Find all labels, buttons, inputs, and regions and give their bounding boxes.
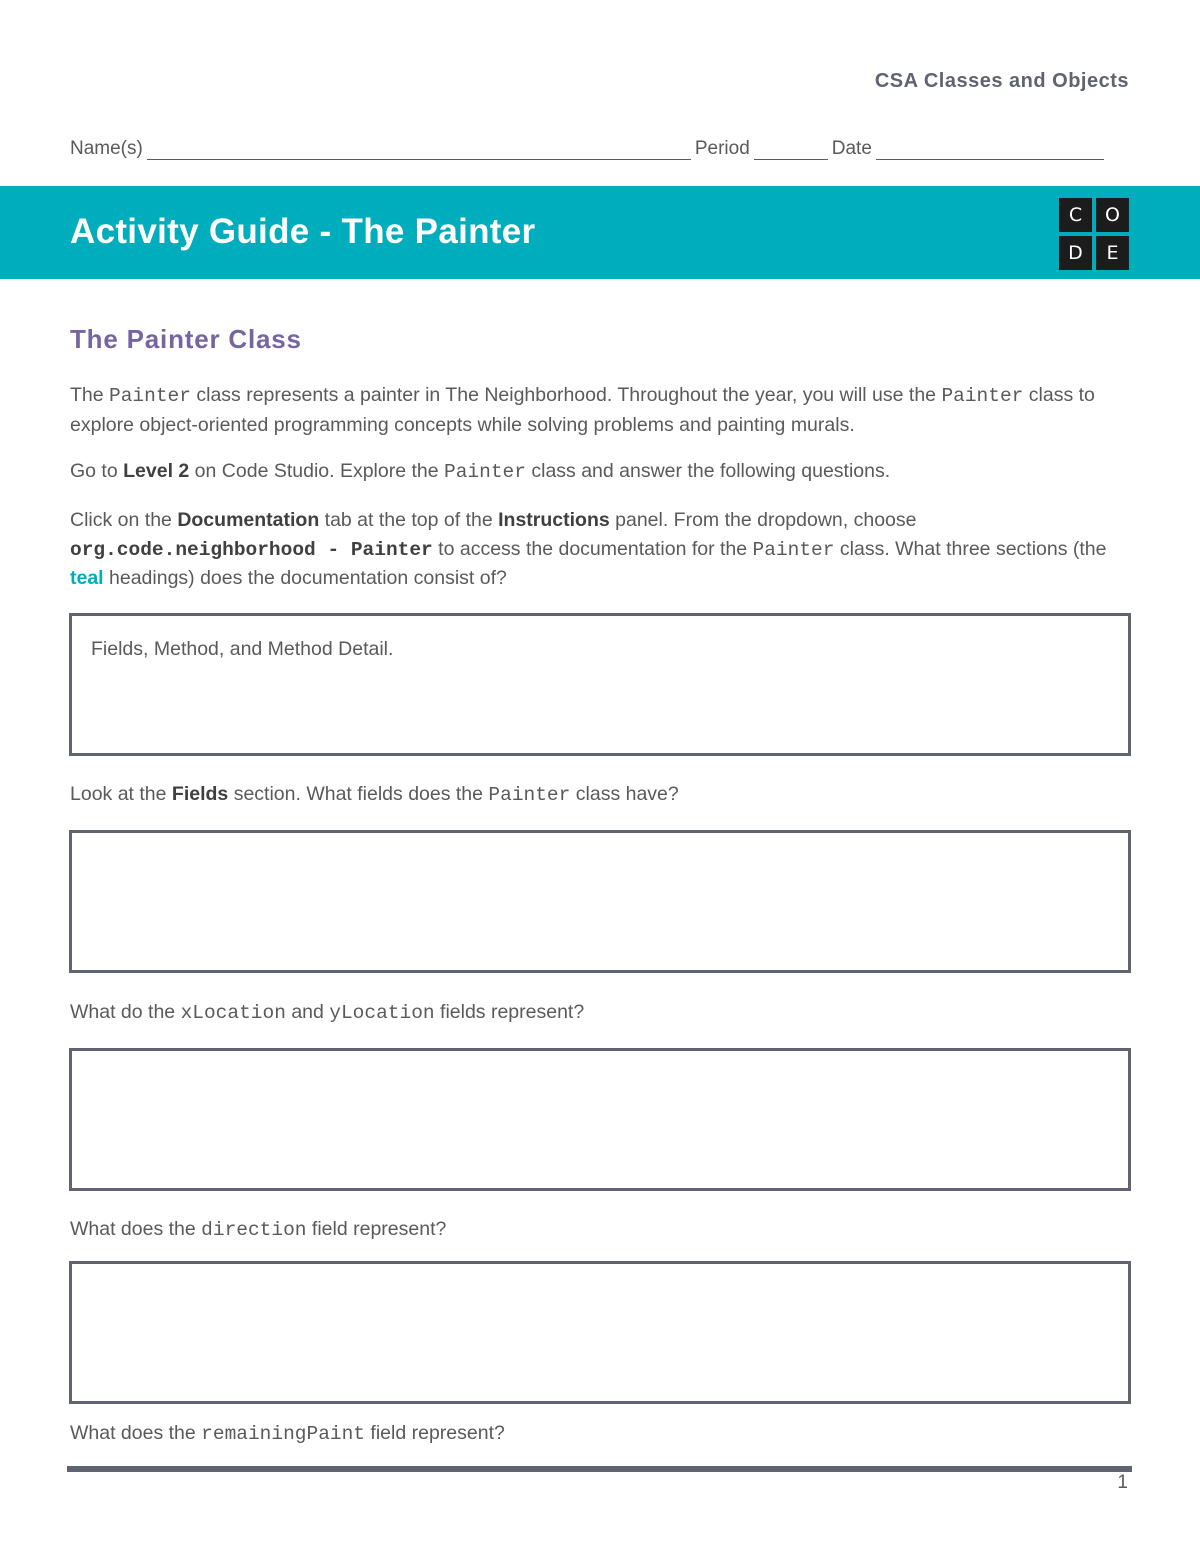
logo-letter-o: O (1096, 198, 1129, 232)
date-field[interactable] (876, 139, 1104, 160)
answer-box-4[interactable] (69, 1261, 1131, 1404)
answer-box-1[interactable] (69, 613, 1131, 756)
question-4: What does the direction field represent? (70, 1218, 447, 1241)
intro-paragraph: The Painter class represents a painter in The Neighborhood. Throughout the year, you will use the Painter class to explore object-oriented programming concepts while solving problems and painting murals. (70, 384, 1095, 436)
logo-letter-c: C (1059, 198, 1092, 232)
code-org-logo (1059, 198, 1129, 270)
logo-letter-d: D (1059, 236, 1092, 270)
question-3: What do the xLocation and yLocation fields represent? (70, 1001, 585, 1024)
instruction-paragraph: Go to Level 2 on Code Studio. Explore the Painter class and answer the following questions. (70, 460, 891, 483)
name-label: Name(s) (70, 138, 143, 159)
logo-letter-e: E (1096, 236, 1129, 270)
answer-box-2[interactable] (69, 830, 1131, 973)
name-period-date-line (70, 138, 1130, 160)
question-2: Look at the Fields section. What fields does the Painter class have? (70, 783, 679, 806)
answer-box-3[interactable] (69, 1048, 1131, 1191)
question-1: Click on the Documentation tab at the top of the Instructions panel. From the dropdown, choose org.code.neighborhood - Painter to access the documentation for the Painter class. What three sections (the teal headings) does the documentation consist of? (70, 509, 1107, 589)
period-label: Period (694, 138, 750, 159)
answer-text-1: Fields, Method, and Method Detail. (91, 638, 394, 660)
title-banner (0, 186, 1200, 279)
period-field[interactable] (754, 139, 828, 160)
question-5: What does the remainingPaint field represent? (70, 1422, 505, 1445)
date-label: Date (831, 138, 872, 159)
name-field[interactable] (147, 139, 691, 160)
page-title: Activity Guide - The Painter (70, 212, 536, 251)
footer-divider (67, 1466, 1132, 1472)
page-number: 1 (1117, 1472, 1128, 1493)
course-label: CSA Classes and Objects (874, 70, 1129, 92)
section-heading: The Painter Class (70, 324, 302, 354)
